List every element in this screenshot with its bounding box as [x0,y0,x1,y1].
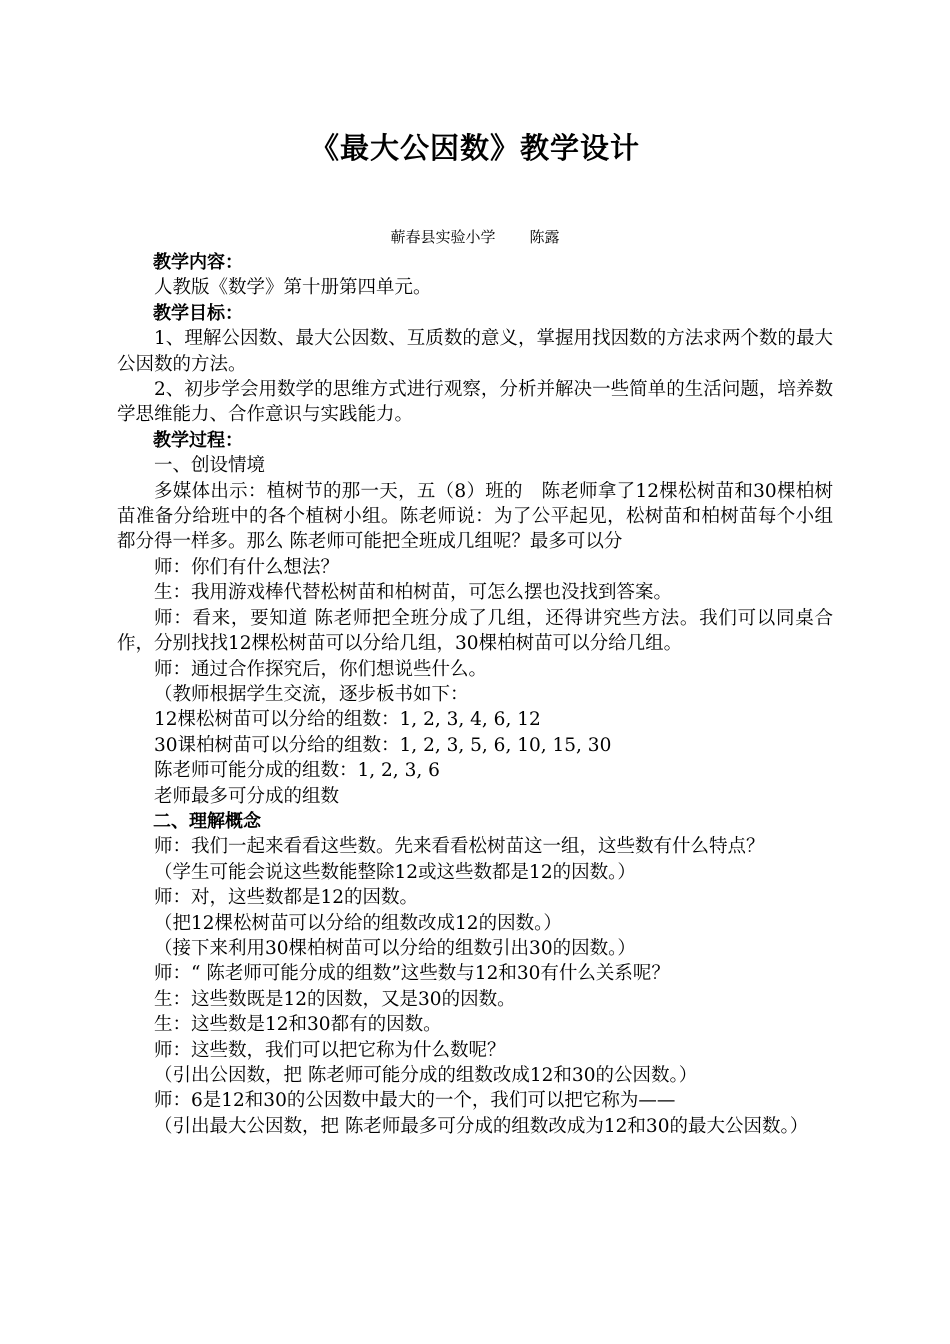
paragraph: （引出公因数，把 陈老师可能分成的组数改成12和30的公因数。） [154,1065,698,1086]
paragraph: 师：通过合作探究后，你们想说些什么。 [154,658,488,680]
author-name: 陈露 [529,228,560,246]
paragraph: 师：这些数，我们可以把它称为什么数呢？ [154,1039,506,1061]
paragraph: 师：我们一起来看看这些数。先来看看松树苗这一组，这些数有什么特点？ [154,836,765,858]
paragraph: 老师最多可分成的组数 [154,785,340,807]
paragraph: （教师根据学生交流，逐步板书如下： [154,683,469,705]
paragraph: （引出最大公因数，把 陈老师最多可分成的组数改成为12和30的最大公因数。） [154,1115,809,1137]
section-subheading: 二、理解概念 [153,810,261,832]
paragraph: （把12棵松树苗可以分给的组数改成12的因数。） [154,912,562,934]
paragraph: 多媒体出示：植树节的那一天，五（8）班的 陈老师拿了12棵松树苗和30棵柏树苗准备分给班中的各个植树小组。陈老师说：为了公平起见，松树苗和柏树苗每个小组都分得一样多。那么 陈老师可能把全班成几组呢？最多可以分 [117,480,833,553]
paragraph: 1、理解公因数、最大公因数、互质数的意义，掌握用找因数的方法求两个数的最大公因数的方法。 [117,328,833,375]
school-name: 蕲春县实验小学 [390,228,496,246]
section-heading: 教学目标： [153,302,243,324]
paragraph: 2、初步学会用数学的思维方式进行观察，分析并解决一些简单的生活问题，培养数学思维能力、合作意识与实践能力。 [117,379,833,426]
paragraph: 师：6是12和30的公因数中最大的一个，我们可以把它称为—— [154,1090,676,1112]
paragraph: （接下来利用30棵柏树苗可以分给的组数引出30的因数。） [154,937,636,959]
document-body [117,250,833,1139]
paragraph: 生：这些数既是12的因数，又是30的因数。 [154,988,516,1010]
paragraph: 师：对，这些数都是12的因数。 [154,887,419,909]
section-heading: 教学过程： [153,429,243,451]
paragraph: 师：你们有什么想法？ [154,556,340,578]
paragraph: 陈老师可能分成的组数：1, 2, 3, 6 [154,760,440,782]
paragraph: 师：看来，要知道 陈老师把全班分成了几组，还得讲究些方法。我们可以同桌合作，分别找找12棵松树苗可以分给几组，30棵柏树苗可以分给几组。 [117,607,833,655]
paragraph: 30课柏树苗可以分给的组数：1, 2, 3, 5, 6, 10, 15, 30 [154,734,612,756]
author-line [0,226,950,248]
section-heading: 教学内容： [153,252,243,273]
paragraph: （学生可能会说这些数能整除12或这些数都是12的因数。） [154,861,636,883]
paragraph: 人教版《数学》第十册第四单元。 [154,277,432,299]
paragraph: 生：我用游戏棒代替松树苗和柏树苗，可怎么摆也没找到答案。 [154,582,673,604]
paragraph: 12棵松树苗可以分给的组数：1, 2, 3, 4, 6, 12 [154,709,541,731]
paragraph: 生：这些数是12和30都有的因数。 [154,1014,442,1036]
document-title: 《最大公因数》教学设计 [309,131,640,165]
paragraph: 师：“ 陈老师可能分成的组数”这些数与12和30有什么关系呢？ [154,963,670,985]
paragraph: 一、创设情境 [154,455,266,477]
